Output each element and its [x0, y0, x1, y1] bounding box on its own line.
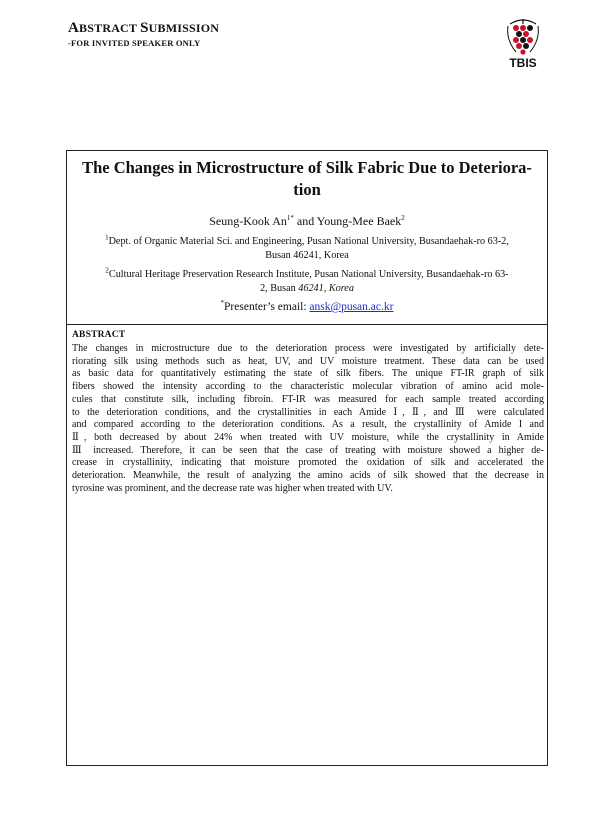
- abstract-line: fibers showed the intensity according to the characteristic molecular vibration of amino acid mole-: [72, 381, 544, 393]
- abstract-line: Ⅱ, both decreased by about 24% when treated with UV moisture, while the crystallinity in Amide: [72, 431, 544, 443]
- paper-title-line-1: The Changes in Microstructure of Silk Fabric Due to Deteriora-: [82, 158, 532, 177]
- presenter-email: [67, 301, 547, 313]
- abstract-heading: ABSTRACT: [72, 330, 126, 340]
- affiliation-2-line-1: Cultural Heritage Preservation Research Institute, Pusan National University, Busandaehak-ro 63-: [108, 269, 509, 280]
- title-block: [66, 150, 548, 325]
- abstract-line: and compared according to the deterioration conditions. As a result, the crystallinity of Amide I and: [72, 419, 544, 431]
- abstract-line: to the deterioration conditions, and the crystallinities in each Amide Ⅰ, Ⅱ, and Ⅲ were calculated: [72, 406, 544, 418]
- document-header-subtitle: -FOR INVITED SPEAKER ONLY: [68, 38, 201, 48]
- abstract-line: riorating silk using methods such as heat, UV, and UV moisture treatment. These data can be used: [72, 355, 544, 367]
- author-2: Young-Mee Baek: [316, 214, 402, 228]
- abstract-line: Ⅲ increased. Therefore, it can be seen that the case of treating with moisture showed a higher de-: [72, 444, 544, 456]
- header-title-initial-a: A: [68, 20, 80, 36]
- logo-text: TBIS: [509, 56, 537, 70]
- paper-title: [67, 157, 547, 201]
- affiliation-2-line-2a: 2, Busan: [260, 283, 299, 294]
- author-1-sup: 1*: [286, 214, 294, 222]
- email-label: Presenter’s email:: [224, 301, 310, 313]
- affiliation-1-sup: 1: [105, 233, 109, 242]
- affiliation-1: [67, 235, 547, 263]
- header-title-rest-s: UBMISSION: [148, 21, 220, 35]
- affiliation-2: [67, 268, 547, 296]
- header-title-rest-a: BSTRACT: [79, 21, 141, 35]
- abstract-line: deterioration. Meanwhile, the result of analyzing the amino acids of silk showed that the decrease in: [72, 470, 544, 482]
- abstract-body: [72, 343, 544, 495]
- tbis-logo: [498, 14, 548, 72]
- authors: [67, 214, 547, 229]
- affiliation-2-sup: 2: [105, 266, 109, 275]
- paper-title-line-2: tion: [293, 180, 321, 199]
- affiliation-1-line-1: Dept. of Organic Material Sci. and Engineering, Pusan National University, Busandaehak-ro 63-2,: [108, 236, 509, 247]
- email-link[interactable]: ansk@pusan.ac.kr: [309, 301, 394, 313]
- abstract-line: as basic data for quantitatively estimating the state of silk fibers. The unique FT-IR graph of silk: [72, 368, 544, 380]
- abstract-line: The changes in microstructure due to the deterioration process were investigated by artificially dete-: [72, 343, 544, 354]
- document-header-title: [68, 20, 219, 37]
- author-2-sup: 2: [401, 214, 405, 222]
- abstract-line: tyrosine was prominent, and the decrease rate was higher when treated with UV.: [72, 482, 393, 494]
- affiliation-1-line-2: Busan 46241, Korea: [265, 250, 349, 261]
- header-title-initial-s: S: [140, 20, 149, 36]
- abstract-line: cules that constitute silk, including fibroin. FT-IR was measured for each sample treated according: [72, 393, 544, 405]
- author-1: Seung-Kook An: [209, 214, 287, 228]
- email-sup: *: [220, 299, 225, 308]
- affiliation-2-line-2b: 46241, Korea: [298, 283, 354, 294]
- author-separator: and: [293, 214, 317, 228]
- abstract-block: [66, 325, 548, 766]
- abstract-line: crease in crystallinity, indicating that moisture promoted the oxidation of silk and accelerated the: [72, 457, 544, 469]
- grape-logo-icon: [498, 14, 548, 56]
